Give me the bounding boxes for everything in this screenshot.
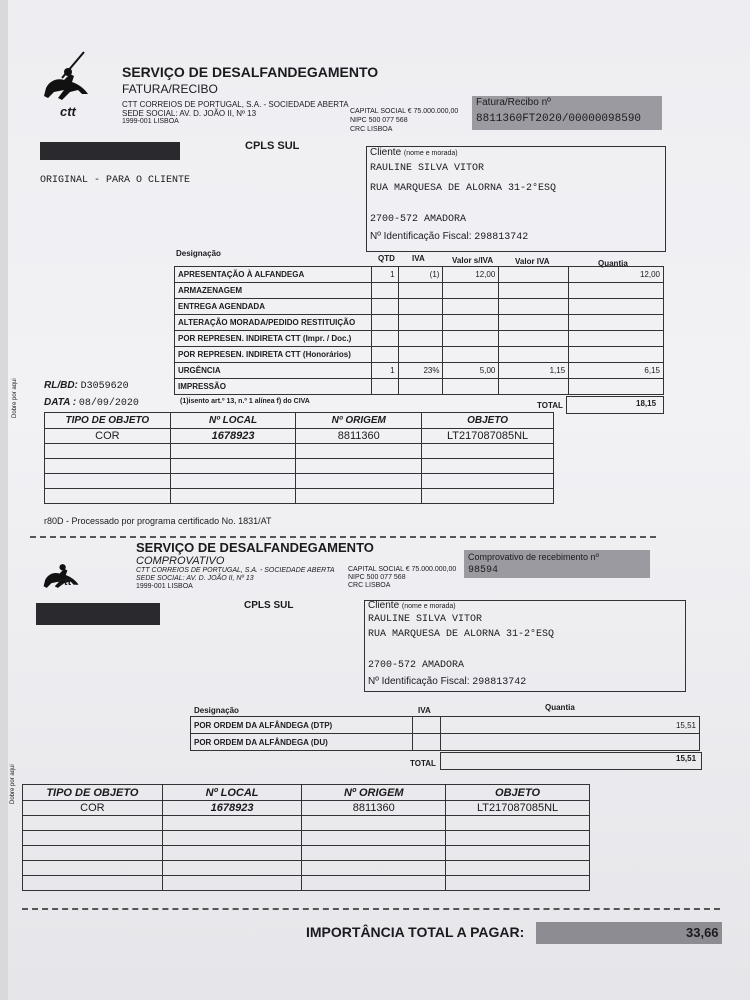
charge-value [443,315,499,331]
capital-social: CAPITAL SOCIAL € 75.000.000,00 [350,108,459,115]
empty-cell [302,876,446,891]
fold-label-bottom: Dobre por aqui [10,764,16,804]
charge-label: URGÊNCIA [175,363,372,379]
receipt-nif-label: Nº Identificação Fiscal: [368,676,470,687]
charge-iva [398,299,443,315]
charge-value [443,283,499,299]
origin-number-cell: 8811360 [296,429,422,444]
nif-value: 298813742 [474,232,529,243]
charge-amount: 6,15 [569,363,664,379]
empty-cell [422,459,554,474]
empty-cell [446,846,590,861]
charge-row [175,363,664,379]
total-label: TOTAL [537,401,563,410]
rlbd [44,380,129,392]
charge-vat [499,299,569,315]
empty-cell [170,474,296,489]
rlbd-value: D3059620 [80,381,129,392]
nif-label: Nº Identificação Fiscal: [370,231,472,242]
invoice-subtitle: FATURA/RECIBO [122,82,218,96]
object-cell: LT217087085NL [446,801,590,816]
redacted-barcode [40,142,180,160]
doc-number-label: Fatura/Recibo nº [476,97,551,108]
local-number-header: Nº LOCAL [170,413,296,429]
charge-value [443,347,499,363]
date-value: 08/09/2020 [78,398,139,409]
tear-line-middle [30,536,656,538]
objects-table-bottom [22,784,590,891]
date-label: DATA : [44,397,77,408]
empty-cell [162,876,302,891]
receipt-nipc: NIPC 500 077 568 [348,574,406,581]
ctt-horse-rider-logo [40,48,98,112]
charge-iva: (1) [398,267,443,283]
object-type-header: TIPO DE OBJETO [45,413,171,429]
empty-cell [446,876,590,891]
iva-header: IVA [412,254,425,263]
object-type-header: TIPO DE OBJETO [23,785,163,801]
client-label [370,147,458,158]
empty-cell [162,846,302,861]
empty-cell [422,474,554,489]
fold-label-top: Dobre por aqui [12,378,18,418]
charge-qtd [371,283,398,299]
charge-vat [499,315,569,331]
nipc: NIPC 500 077 568 [350,117,408,124]
local-number-cell: 1678923 [162,801,302,816]
company-city: 1999-001 LISBOA [122,118,179,125]
charge-label: POR REPRESEN. INDIRETA CTT (Impr. / Doc.) [175,331,372,347]
company-name: CTT CORREIOS DE PORTUGAL, S.A. - SOCIEDADE ABERTA [122,100,349,109]
charge-value: 5,00 [443,363,499,379]
iva-note: (1)isento art.º 13, n.º 1 alínea f) do CIVA [180,398,310,405]
charge-label: ALTERAÇÃO MORADA/PEDIDO RESTITUIÇÃO [175,315,372,331]
charge-amount [569,315,664,331]
receipt-charges-table [190,716,700,751]
empty-cell [23,861,163,876]
objects-table-top [44,412,554,504]
empty-cell [302,846,446,861]
tear-line-bottom [22,908,720,910]
receipt-client-street: RUA MARQUESA DE ALORNA 31-2°ESQ [368,629,555,640]
processed-note: r80D - Processado por programa certificado No. 1831/AT [44,516,272,526]
charge-row [175,347,664,363]
origin-number-header: Nº ORIGEM [296,413,422,429]
receipt-subtitle: COMPROVATIVO [136,555,225,567]
empty-cell [162,816,302,831]
receipt-nif [368,676,526,688]
receipt-number: 98594 [468,565,499,576]
grand-total-label: IMPORTÂNCIA TOTAL A PAGAR: [306,924,525,940]
charge-qtd [371,299,398,315]
receipt-charge-label: POR ORDEM DA ALFÂNDEGA (DU) [191,734,413,751]
charge-iva [398,315,443,331]
empty-cell [422,444,554,459]
origin-number-header: Nº ORIGEM [302,785,446,801]
charge-vat [499,283,569,299]
charge-row [175,379,664,395]
receipt-client-label-text: Cliente [368,600,400,611]
charge-iva: 23% [398,363,443,379]
designation-header: Designação [176,249,221,258]
client-postal: 2700-572 AMADORA [370,214,467,225]
object-type-cell: COR [45,429,171,444]
charge-qtd [371,331,398,347]
charge-vat [499,331,569,347]
charge-iva [398,331,443,347]
company-address: SEDE SOCIAL: AV. D. JOÃO II, Nº 13 [122,109,257,118]
empty-cell [45,444,171,459]
empty-cell [422,489,554,504]
charge-row [175,299,664,315]
redacted-barcode-bottom [36,603,160,625]
charge-iva [398,347,443,363]
client-name: RAULINE SILVA VITOR [370,163,485,174]
charge-qtd: 1 [371,363,398,379]
receipt-company-city: 1999-001 LISBOA [136,583,193,590]
charge-label: POR REPRESEN. INDIRETA CTT (Honorários) [175,347,372,363]
invoice-title: SERVIÇO DE DESALFANDEGAMENTO [122,64,379,80]
grand-total-value: 33,66 [686,925,719,940]
charge-value [443,379,499,395]
doc-number: 8811360FT2020/00000098590 [476,113,642,125]
empty-cell [302,831,446,846]
empty-cell [162,861,302,876]
empty-cell [45,489,171,504]
receipt-total-label: TOTAL [410,759,436,768]
charge-value: 12,00 [443,267,499,283]
receipt-charge-amount [440,734,699,751]
copy-label: ORIGINAL - PARA O CLIENTE [40,175,191,186]
empty-cell [296,474,422,489]
object-type-cell: COR [23,801,163,816]
receipt-office-name: CPLS SUL [244,600,294,611]
object-header: OBJETO [422,413,554,429]
charge-value [443,299,499,315]
receipt-nif-value: 298813742 [472,677,527,688]
client-street: RUA MARQUESA DE ALORNA 31-2°ESQ [370,183,557,194]
object-header: OBJETO [446,785,590,801]
empty-cell [170,489,296,504]
empty-cell [23,831,163,846]
charge-value [443,331,499,347]
empty-cell [170,444,296,459]
empty-cell [446,861,590,876]
charge-amount [569,331,664,347]
receipt-crc: CRC LISBOA [348,582,391,589]
receipt-charge-row [191,734,700,751]
receipt-charge-amount: 15,51 [440,717,699,734]
local-number-cell: 1678923 [170,429,296,444]
charge-vat [499,379,569,395]
charges-table [174,266,664,395]
charge-qtd [371,347,398,363]
receipt-company-name: CTT CORREIOS DE PORTUGAL, S.A. - SOCIEDADE ABERTA [136,567,335,574]
charge-vat [499,267,569,283]
origin-number-cell: 8811360 [302,801,446,816]
charge-row [175,331,664,347]
receipt-title: SERVIÇO DE DESALFANDEGAMENTO [136,540,374,555]
charge-label: IMPRESSÃO [175,379,372,395]
charge-qtd: 1 [371,267,398,283]
nif [370,231,528,243]
amount-header: Quantia [598,259,628,268]
logo-text-bottom: ctt [58,576,72,588]
charge-iva [398,283,443,299]
receipt-client-postal: 2700-572 AMADORA [368,660,465,671]
empty-cell [296,459,422,474]
empty-cell [23,816,163,831]
receipt-total-value: 15,51 [676,754,697,763]
receipt-designation-header: Designação [194,706,239,715]
empty-cell [162,831,302,846]
charge-amount [569,283,664,299]
total-value: 18,15 [636,399,657,408]
empty-cell [446,831,590,846]
receipt-charge-label: POR ORDEM DA ALFÂNDEGA (DTP) [191,717,413,734]
office-name: CPLS SUL [245,140,300,152]
charge-iva [398,379,443,395]
charge-row [175,267,664,283]
empty-cell [302,861,446,876]
receipt-iva-header: IVA [418,706,431,715]
empty-cell [296,489,422,504]
receipt-number-label: Comprovativo de recebimento nº [468,552,599,562]
charge-vat [499,347,569,363]
charge-label: APRESENTAÇÃO À ALFANDEGA [175,267,372,283]
charge-amount [569,347,664,363]
empty-cell [296,444,422,459]
charge-vat: 1,15 [499,363,569,379]
receipt-client-label [368,600,456,611]
receipt-charge-row [191,717,700,734]
client-label-text: Cliente [370,147,402,158]
receipt-capital: CAPITAL SOCIAL € 75.000.000,00 [348,566,457,573]
charge-qtd [371,315,398,331]
receipt-amount-header: Quantia [545,703,575,712]
empty-cell [45,459,171,474]
qtd-header: QTD [378,254,395,263]
charge-row [175,315,664,331]
logo-text: ctt [60,104,76,119]
receipt-client-label-note: (nome e morada) [401,603,456,610]
vat-header: Valor IVA [515,257,550,266]
empty-cell [45,474,171,489]
client-label-note: (nome e morada) [403,150,458,157]
empty-cell [170,459,296,474]
receipt-total-box [440,752,702,770]
receipt-charge-iva [412,734,440,751]
empty-cell [23,846,163,861]
value-header: Valor s/IVA [452,256,494,265]
rlbd-label: RL/BD: [44,380,78,391]
empty-cell [23,876,163,891]
charge-row [175,283,664,299]
receipt-company-address: SEDE SOCIAL: AV. D. JOÃO II, Nº 13 [136,575,254,582]
crc: CRC LISBOA [350,126,393,133]
empty-cell [446,816,590,831]
object-cell: LT217087085NL [422,429,554,444]
charge-amount [569,299,664,315]
charge-qtd [371,379,398,395]
charge-label: ARMAZENAGEM [175,283,372,299]
charge-amount: 12,00 [569,267,664,283]
local-number-header: Nº LOCAL [162,785,302,801]
receipt-charge-iva [412,717,440,734]
receipt-client-name: RAULINE SILVA VITOR [368,614,483,625]
charge-amount [569,379,664,395]
empty-cell [302,816,446,831]
charge-label: ENTREGA AGENDADA [175,299,372,315]
date [44,397,139,409]
